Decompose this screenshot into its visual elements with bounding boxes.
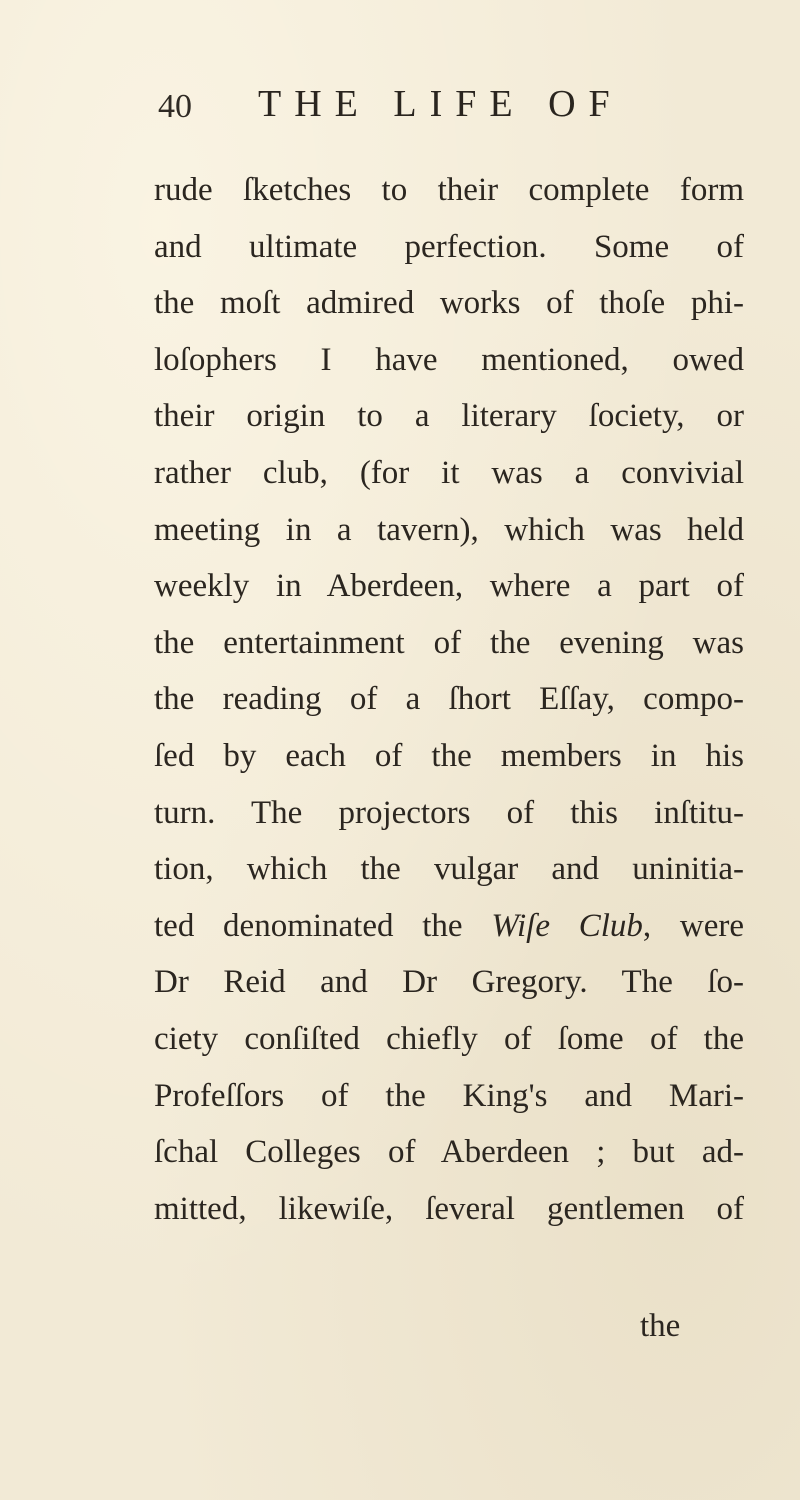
text-line: tion, which the vulgar and uninitia- [154,851,744,888]
text-line: the reading of a ſhort Eſſay, compo- [154,681,744,718]
text-line: rude ſketches to their complete form [154,172,744,208]
text-line: Dr Reid and Dr Gregory. The ſo- [154,964,744,1001]
text-line: Profeſſors of the King's and Mari- [154,1077,744,1114]
text-line: rather club, (for it was a convivial [154,454,744,491]
text-line: weekly in Aberdeen, where a part of [154,568,744,605]
text-line: the entertainment of the evening was [154,624,744,661]
catchword: the [640,1308,681,1344]
text-segment: , were [642,907,744,944]
running-head: THE LIFE OF [258,83,623,125]
text-line: their origin to a literary ſociety, or [154,398,744,435]
text-line: mitted, likewiſe, ſeveral gentlemen of [154,1190,744,1227]
text-line: ſed by each of the members in his [154,737,744,774]
text-line-mixed [154,898,744,955]
text-line: turn. The projectors of this inſtitu- [154,794,744,831]
page-number: 40 [158,88,192,125]
text-line: ſchal Colleges of Aberdeen ; but ad- [154,1134,744,1171]
body-text [154,162,744,1237]
text-line: meeting in a tavern), which was held [154,511,744,548]
page-header [148,78,708,138]
italic-club-name: Wiſe Club [491,907,643,944]
text-line: loſophers I have mentioned, owed [154,341,744,378]
text-segment: ted denominated the [154,907,463,944]
text-line: and ultimate perfection. Some of [154,228,744,265]
text-line: ciety conſiſted chiefly of ſome of the [154,1020,744,1057]
text-line: the moſt admired works of thoſe phi- [154,285,744,322]
